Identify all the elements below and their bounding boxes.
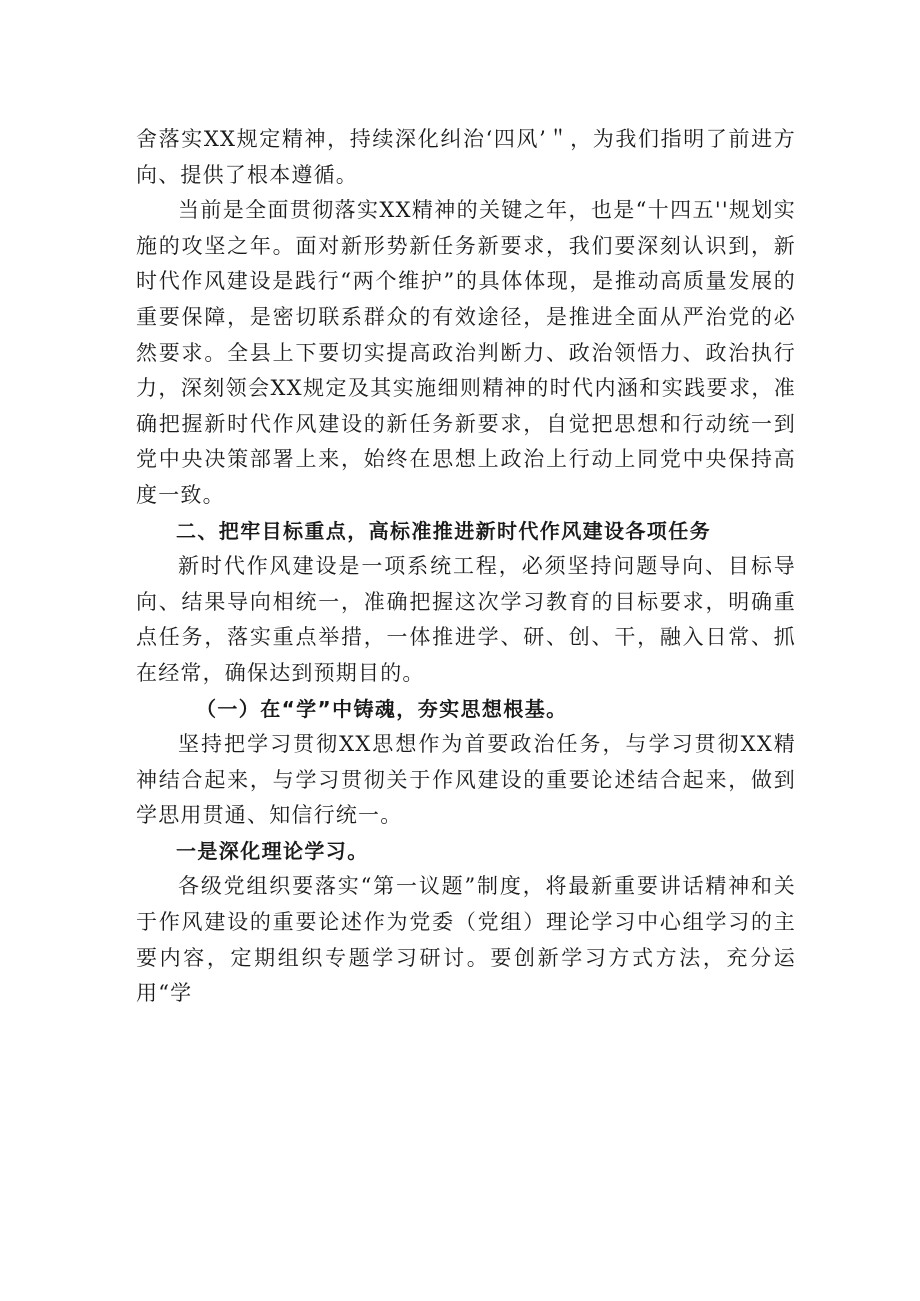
subsection-heading-1: （一）在“学”中铸魂，夯实思想根基。 bbox=[196, 696, 568, 721]
paragraph-party-organizations: 各级党组织要落实“第一议题”制度，将最新重要讲话精神和关于作风建设的重要论述作为党委（党组）理论学习中心组学习的主要内容，定期组织专题学习研讨。要创新学习方式方法，充分运用“学 bbox=[136, 874, 796, 1006]
item-heading-theory-study: 一是深化理论学习。 bbox=[176, 838, 369, 863]
paragraph-continuation: 舍落实XX规定精神，持续深化纠治‘四风’＂，为我们指明了前进方向、提供了根本遵循。 bbox=[136, 127, 796, 187]
section-heading-2: 二、把牢目标重点，高标准推进新时代作风建设各项任务 bbox=[176, 518, 711, 543]
document-body bbox=[136, 122, 796, 1012]
paragraph-system-engineering: 新时代作风建设是一项系统工程，必须坚持问题导向、目标导向、结果导向相统一，准确把握这次学习教育的目标要求，明确重点任务，落实重点举措，一体推进学、研、创、干，融入日常、抓在经常，确保达到预期目的。 bbox=[136, 554, 796, 685]
paragraph-study-thought: 坚持把学习贯彻XX思想作为首要政治任务，与学习贯彻XX精神结合起来，与学习贯彻关于作风建设的重要论述结合起来，做到学思用贯通、知信行统一。 bbox=[136, 732, 796, 828]
paragraph-current-situation: 当前是全面贯彻落实XX精神的关键之年，也是“十四五''规划实施的攻坚之年。面对新形势新任务新要求，我们要深刻认识到，新时代作风建设是践行“两个维护”的具体体现，是推动高质量发展的重要保障，是密切联系群众的有效途径，是推进全面从严治党的必然要求。全县上下要切实提高政治判断力、政治领悟力、政治执行力，深刻领会XX规定及其实施细则精神的时代内涵和实践要求，准确把握新时代作风建设的新任务新要求，自觉把思想和行动统一到党中央决策部署上来，始终在思想上政治上行动上同党中央保持高度一致。 bbox=[136, 198, 796, 507]
